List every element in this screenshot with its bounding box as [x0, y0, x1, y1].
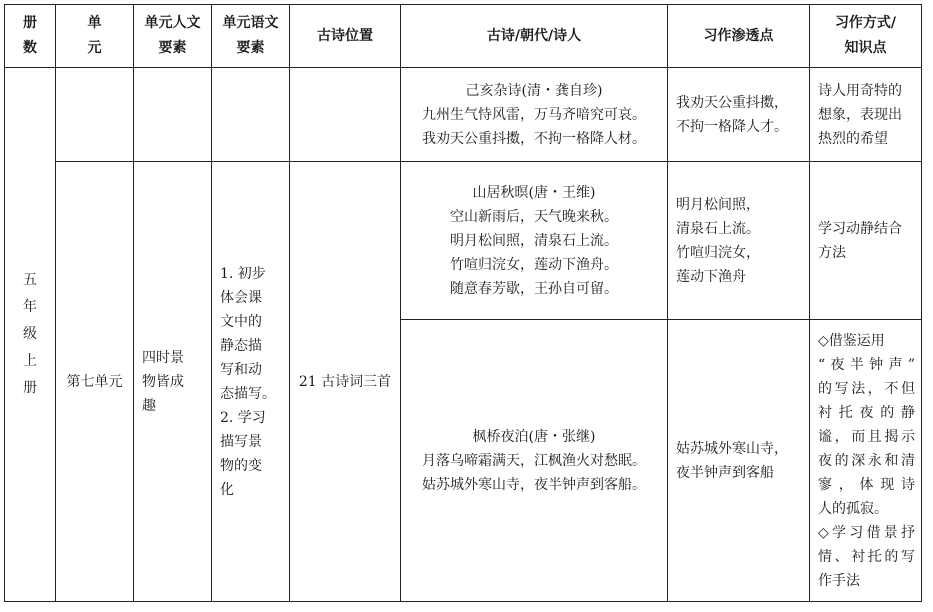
table-row: [5, 68, 922, 162]
header-writing-method: 习作方式/ 知识点: [810, 5, 922, 68]
writing-point-cell: 明月松间照， 清泉石上流。 竹喧归浣女， 莲动下渔舟: [668, 162, 810, 320]
writing-method-cell: 诗人用奇特的 想象，表现出 热烈的希望: [810, 68, 922, 162]
header-unit: 单 元: [56, 5, 134, 68]
writing-method-cell: ◇借鉴运用 “夜半钟声” 的写法，不但 衬托夜的静 谧，而且揭示 夜的深永和清 寥，体现诗 人的孤寂。 ◇学习借景抒 情、衬托的写 作手法: [810, 320, 922, 602]
header-poem-position: 古诗位置: [290, 5, 401, 68]
grade-cell: 五 年 级 上 册: [5, 68, 56, 602]
header-language: 单元语文 要素: [212, 5, 290, 68]
writing-point-cell: 我劝天公重抖擞， 不拘一格降人才。: [668, 68, 810, 162]
humanities-cell: 四时景 物皆成 趣: [134, 162, 212, 602]
empty-cell: [212, 68, 290, 162]
header-poem-info: 古诗/朝代/诗人: [401, 5, 668, 68]
unit-name-cell: 第七单元: [56, 162, 134, 602]
poem-cell: 枫桥夜泊(唐・张继) 月落乌啼霜满天，江枫渔火对愁眠。 姑苏城外寒山寺，夜半钟声到客船。: [401, 320, 668, 602]
poem-cell: 己亥杂诗(清・龚自珍) 九州生气恃风雷，万马齐喑究可哀。 我劝天公重抖擞，不拘一格降人材。: [401, 68, 668, 162]
empty-cell: [290, 68, 401, 162]
empty-cell: [56, 68, 134, 162]
language-goals-cell: 1. 初步 体会课 文中的 静态描 写和动 态描写。 2. 学习 描写景 物的变 化: [212, 162, 290, 602]
writing-method-cell: 学习动静结合 方法: [810, 162, 922, 320]
table-row: [5, 162, 922, 320]
header-humanities: 单元人文 要素: [134, 5, 212, 68]
writing-point-cell: 姑苏城外寒山寺， 夜半钟声到客船: [668, 320, 810, 602]
header-volume: 册 数: [5, 5, 56, 68]
poem-position-cell: 21 古诗词三首: [290, 162, 401, 602]
empty-cell: [134, 68, 212, 162]
header-writing-point: 习作渗透点: [668, 5, 810, 68]
poetry-writing-table: [4, 4, 922, 602]
poem-cell: 山居秋暝(唐・王维) 空山新雨后，天气晚来秋。 明月松间照，清泉石上流。 竹喧归浣女，莲动下渔舟。 随意春芳歇，王孙自可留。: [401, 162, 668, 320]
header-row: [5, 5, 922, 68]
